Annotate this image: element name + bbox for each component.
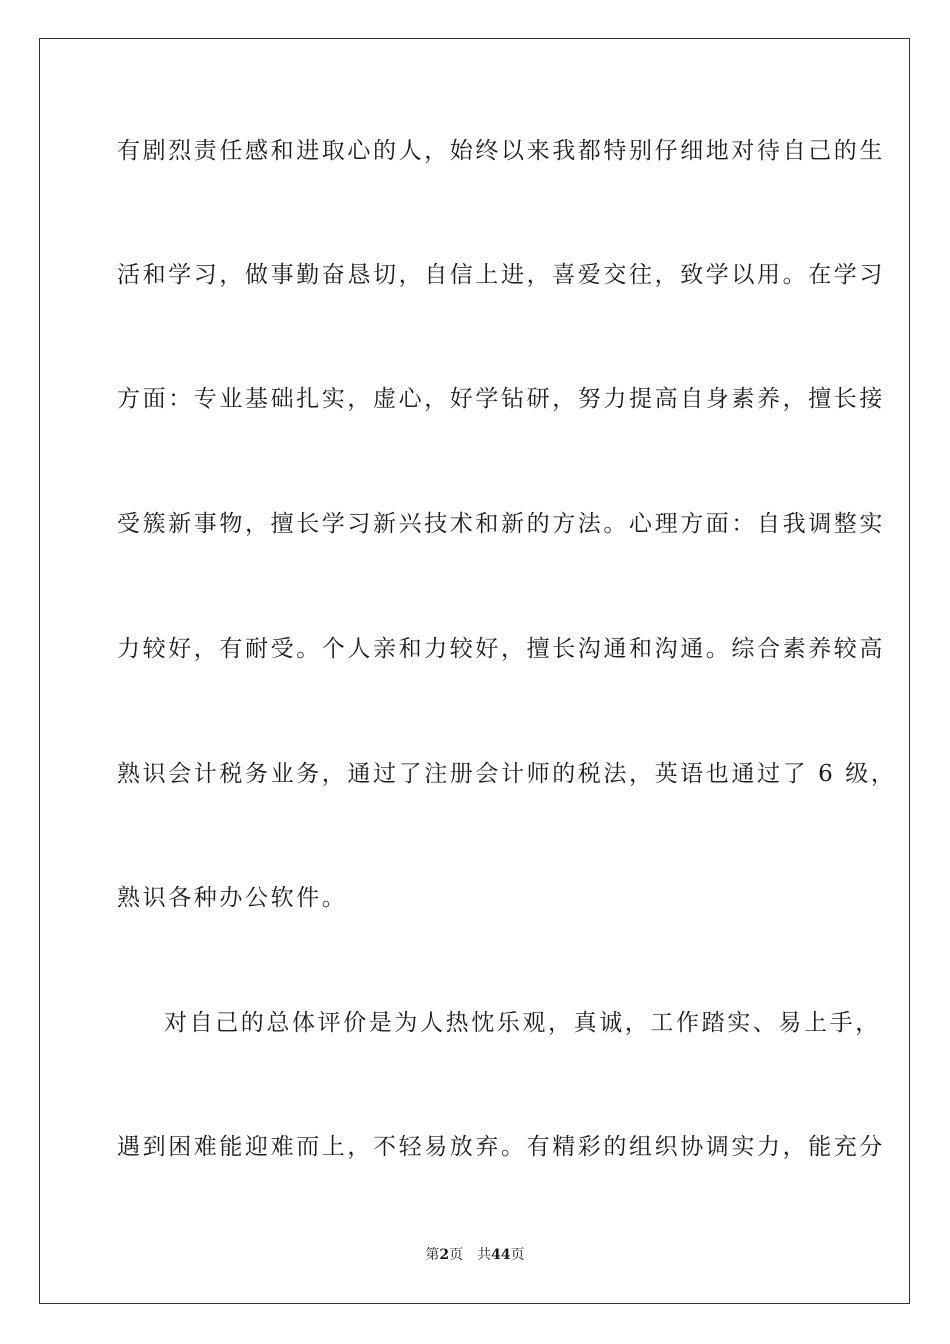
total-prefix: 共 [477, 1247, 492, 1263]
page-footer [0, 1246, 950, 1264]
paragraph-line: 熟识各种办公软件。 [117, 885, 348, 911]
page-suffix: 页 [449, 1247, 464, 1263]
total-pages-number: 44 [491, 1247, 511, 1263]
page-border [39, 38, 910, 1304]
paragraph-line: 有剧烈责任感和进取心的人，始终以来我都特别仔细地对待自己的生 [117, 138, 885, 164]
paragraph-line: 对自己的总体评价是为人热忱乐观，真诚，工作踏实、易上手， [164, 1010, 881, 1036]
paragraph-line: 方面：专业基础扎实，虚心，好学钻研，努力提高自身素养，擅长接 [117, 386, 885, 412]
current-page-number: 2 [439, 1247, 450, 1263]
page-prefix: 第 [425, 1247, 440, 1263]
paragraph-line: 熟识会计税务业务，通过了注册会计师的税法，英语也通过了 6 级， [117, 761, 897, 787]
paragraph-line: 活和学习，做事勤奋恳切，自信上进，喜爱交往，致学以用。在学习 [117, 262, 885, 288]
paragraph-line: 遇到困难能迎难而上，不轻易放弃。有精彩的组织协调实力，能充分 [117, 1134, 885, 1160]
total-suffix: 页 [510, 1247, 525, 1263]
paragraph-line: 力较好，有耐受。个人亲和力较好，擅长沟通和沟通。综合素养较高 [117, 636, 885, 662]
paragraph-line: 受簇新事物，擅长学习新兴技术和新的方法。心理方面：自我调整实 [117, 511, 885, 537]
